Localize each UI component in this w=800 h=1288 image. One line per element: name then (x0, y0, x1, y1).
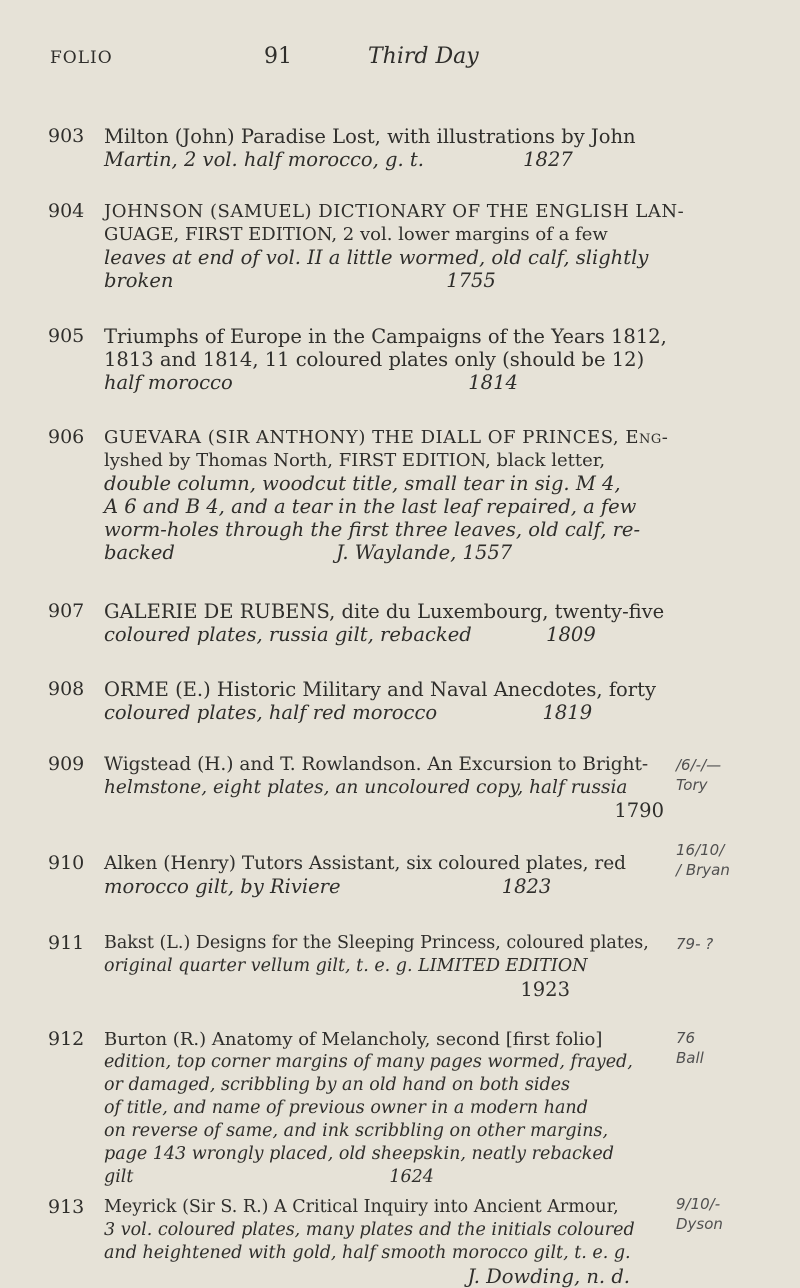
description-line: on reverse of same, and ink scribbling on other margins, (104, 1121, 609, 1141)
handwritten-price-annotation: 9/10/- Dyson (676, 1195, 723, 1233)
lot-description (104, 753, 664, 822)
description-line: J. Dowding, n. d. (467, 1265, 630, 1288)
lot-description (104, 1196, 670, 1288)
handwritten-price-annotation: 79- ? (676, 935, 714, 953)
lot-number: 909 (48, 753, 85, 775)
description-line: Meyrick (Sir S. R.) A Critical Inquiry into Ancient Armour, (104, 1197, 619, 1217)
lot-number: 912 (48, 1028, 85, 1050)
description-line: lyshed by Thomas North, FIRST EDITION, black letter, (104, 450, 606, 471)
lot-description (104, 932, 670, 1001)
description-line: backed J. Waylande, 1557 (104, 541, 513, 564)
description-line: Alken (Henry) Tutors Assistant, six coloured plates, red (104, 853, 626, 874)
description-line: Milton (John) Paradise Lost, with illustrations by John (104, 125, 636, 148)
lot-number: 908 (48, 678, 85, 700)
description-line: or damaged, scribbling by an old hand on both sides (104, 1075, 571, 1095)
description-line: A 6 and B 4, and a tear in the last leaf repaired, a few (104, 495, 637, 518)
description-line: gilt 1624 (104, 1167, 434, 1187)
handwritten-price-annotation: 16/10/ / Bryan (676, 841, 730, 879)
lot-number: 910 (48, 852, 85, 874)
description-line: worm-holes through the first three leaves, old calf, re- (104, 518, 641, 541)
description-line: Triumphs of Europe in the Campaigns of the Years 1812, (104, 325, 667, 348)
lot-number: 906 (48, 426, 85, 448)
handwritten-price-annotation: 76 Ball (676, 1029, 704, 1067)
page-number: 91 (264, 44, 292, 69)
description-line: GALERIE DE RUBENS, dite du Luxembourg, twenty-five (104, 600, 665, 623)
folio-label: FOLIO (50, 48, 113, 68)
description-line: 1790 (614, 799, 664, 822)
lot-description (104, 1028, 670, 1189)
lot-number: 903 (48, 125, 85, 147)
description-line: Wigstead (H.) and T. Rowlandson. An Excursion to Bright- (104, 754, 649, 775)
lot-number: 913 (48, 1196, 85, 1218)
description-line: GUAGE, FIRST EDITION, 2 vol. lower margins of a few (104, 224, 608, 245)
lot-description (104, 678, 744, 724)
description-line: of title, and name of previous owner in a modern hand (104, 1098, 588, 1118)
description-line: page 143 wrongly placed, old sheepskin, neatly rebacked (104, 1144, 614, 1164)
page-header (50, 44, 770, 84)
lot-description (104, 125, 744, 171)
lot-description (104, 600, 744, 646)
handwritten-price-annotation: /6/-/— Tory (676, 756, 722, 794)
lot-number: 904 (48, 200, 85, 222)
lot-number: 911 (48, 932, 85, 954)
description-line: double column, woodcut title, small tear in sig. M 4, (104, 472, 621, 495)
lot-description (104, 852, 664, 898)
description-line: Bakst (L.) Designs for the Sleeping Princess, coloured plates, (104, 933, 649, 953)
description-line: broken 1755 (104, 269, 496, 292)
sale-day: Third Day (368, 44, 479, 69)
description-line: GUEVARA (SIR ANTHONY) THE DIALL OF PRINCES, Eng- (104, 427, 669, 448)
description-line: helmstone, eight plates, an uncoloured copy, half russia (104, 777, 628, 798)
description-line: Martin, 2 vol. half morocco, g. t. 1827 (104, 148, 573, 171)
description-line: 3 vol. coloured plates, many plates and the initials coloured (104, 1220, 635, 1240)
description-line: coloured plates, half red morocco 1819 (104, 701, 593, 724)
description-line: ORME (E.) Historic Military and Naval Anecdotes, forty (104, 678, 656, 701)
description-line: JOHNSON (SAMUEL) DICTIONARY OF THE ENGLISH LAN- (104, 201, 685, 222)
lot-description (104, 200, 744, 292)
description-line: Burton (R.) Anatomy of Melancholy, second [first folio] (104, 1029, 603, 1050)
description-line: 1923 (520, 978, 570, 1001)
description-line: and heightened with gold, half smooth morocco gilt, t. e. g. (104, 1243, 631, 1263)
description-line: edition, top corner margins of many pages wormed, frayed, (104, 1052, 633, 1072)
description-line: leaves at end of vol. II a little wormed, old calf, slightly (104, 246, 649, 269)
lot-description (104, 325, 744, 394)
description-line: original quarter vellum gilt, t. e. g. LIMITED EDITION (104, 956, 588, 976)
lot-number: 907 (48, 600, 85, 622)
description-line: 1813 and 1814, 11 coloured plates only (should be 12) (104, 348, 645, 371)
lot-description (104, 426, 744, 564)
description-line: morocco gilt, by Riviere 1823 (104, 875, 552, 898)
description-line: half morocco 1814 (104, 371, 518, 394)
lot-number: 905 (48, 325, 85, 347)
description-line: coloured plates, russia gilt, rebacked 1809 (104, 623, 596, 646)
